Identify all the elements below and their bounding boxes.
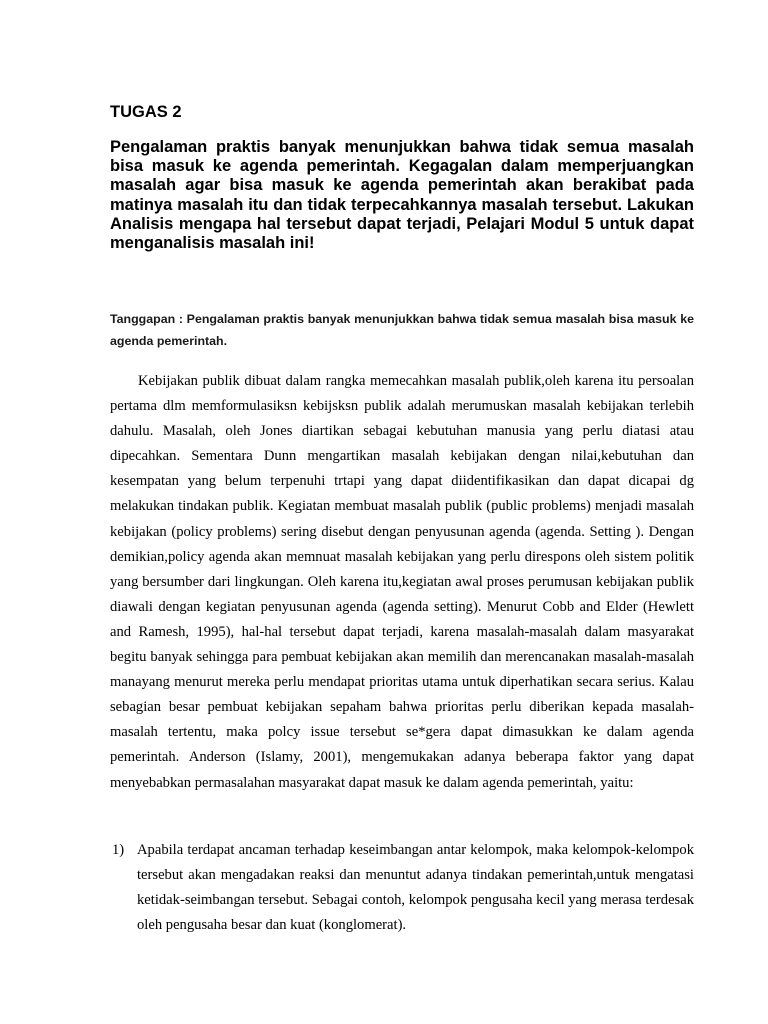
list-item-text: Apabila terdapat ancaman terhadap keseimbangan antar kelompok, maka kelompok-kelompok tersebut akan mengadakan reaksi dan menuntut adanya tindakan pemerintah,untuk mengatasi ketidak-seimbangan tersebut. Sebagai contoh, kelompok pengusaha kecil yang merasa terdesak oleh pengusaha besar dan kuat (konglomerat). xyxy=(137,842,694,934)
document-title: TUGAS 2 xyxy=(110,103,182,121)
body-paragraph: Kebijakan publik dibuat dalam rangka memecahkan masalah publik,oleh karena itu persoalan pertama dlm memformulasiksn kebijsksn publik adalah merumuskan masalah kebijakan terlebih dahulu. Masalah, oleh Jones diartikan sebagai kebutuhan manusia yang perlu diatasi atau dipecahkan. Sementara Dunn mengartikan masalah kebijakan dengan nilai,kebutuhan dan kesempatan yang belum terpenuhi trtapi yang dapat diidentifikasikan dan dapat dicapai dg melakukan tindakan publik. Kegiatan membuat masalah publik (public problems) menjadi masalah kebijakan (policy problems) sering disebut dengan penyusunan agenda (agenda. Setting ). Dengan demikian,policy agenda akan memnuat masalah kebijakan yang perlu direspons oleh sistem politik yang bersumber dari lingkungan. Oleh karena itu,kegiatan awal proses perumusan kebijakan publik diawali dengan kegiatan penyusunan agenda (agenda setting). Menurut Cobb and Elder (Hewlett and Ramesh, 1995), hal-hal tersebut dapat terjadi, karena masalah-masalah dalam masyarakat begitu banyak sehingga para pembuat kebijakan akan memilih dan merencanakan masalah-masalah manayang menurut mereka perlu mendapat prioritas utama untuk diperhatikan secara serius. Kalau sebagian besar pembuat kebijakan sepaham bahwa prioritas perlu diberikan kepada masalah-masalah tertentu, maka polcy issue tersebut se*gera dapat dimasukkan ke dalam agenda pemerintah. Anderson (Islamy, 2001), mengemukakan adanya beberapa faktor yang dapat menyebabkan permasalahan masyarakat dapat masuk ke dalam agenda pemerintah, yaitu: xyxy=(110,373,694,791)
list-item-number: 1) xyxy=(112,842,125,858)
response-heading: Tanggapan : Pengalaman praktis banyak menunjukkan bahwa tidak semua masalah bisa masuk ke agenda pemerintah. xyxy=(110,312,694,348)
factor-list xyxy=(110,838,694,938)
assignment-question: Pengalaman praktis banyak menunjukkan bahwa tidak semua masalah bisa masuk ke agenda pemerintah. Kegagalan dalam memperjuangkan masalah agar bisa masuk ke agenda pemerintah akan berakibat pada matinya masalah itu dan tidak terpecahkannya masalah tersebut. Lakukan Analisis mengapa hal tersebut dapat terjadi, Pelajari Modul 5 untuk dapat menganalisis masalah ini! xyxy=(110,138,694,253)
list-item xyxy=(110,838,694,938)
